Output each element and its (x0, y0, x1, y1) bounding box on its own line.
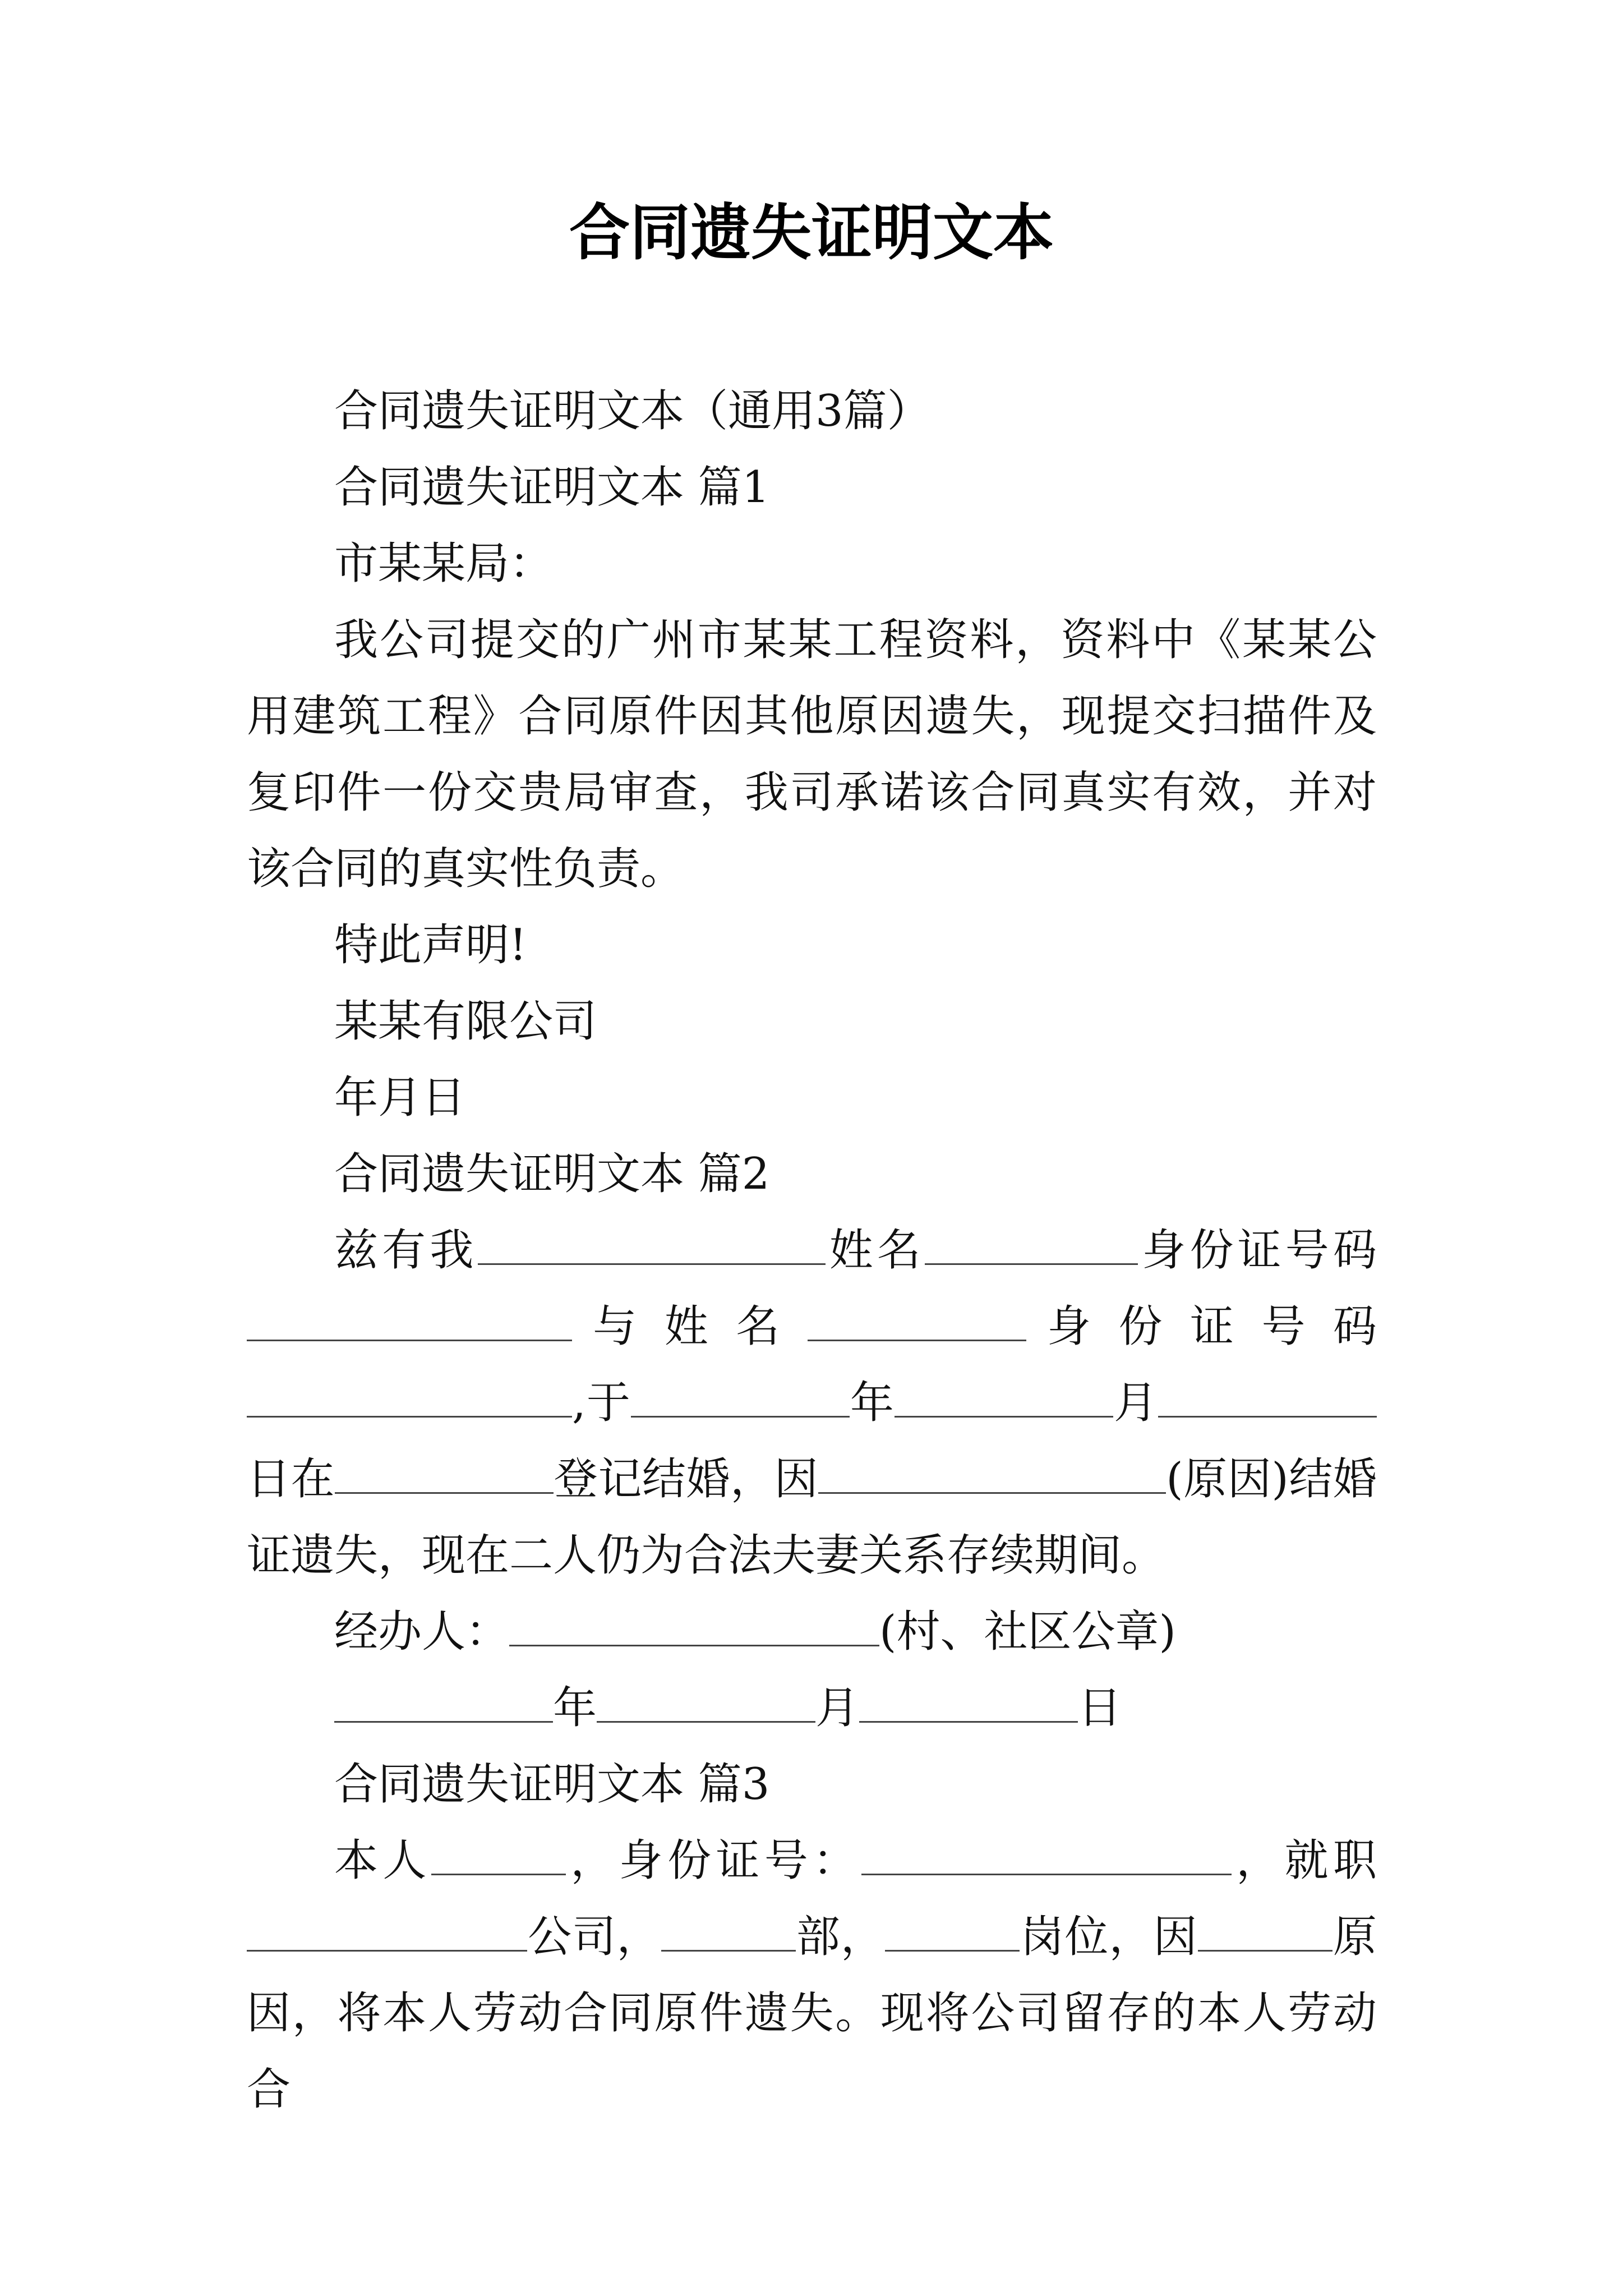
blank-line (334, 1682, 553, 1723)
blank-line (1198, 1911, 1332, 1952)
text-segment: 月 (815, 1683, 860, 1733)
section3-line1 (247, 1823, 1377, 1899)
document-body (247, 373, 1377, 2128)
text-segment: 身份证号码 (1138, 1225, 1377, 1276)
text-segment: ，身份证号： (565, 1835, 861, 1886)
text-segment: (原因)结婚证遗失，现在二人仍为合法夫妻关系存续期间。 (247, 1454, 1377, 1581)
text-segment: 年 (849, 1378, 895, 1428)
intro-line: 合同遗失证明文本（通用3篇） (334, 386, 931, 436)
blank-line (861, 1834, 1232, 1875)
blank-line (661, 1911, 796, 1952)
text-segment: ，就职 (1231, 1835, 1377, 1886)
section3-line2 (247, 1899, 1377, 2128)
document-title: 合同遗失证明文本 (569, 197, 1054, 268)
section1-heading: 合同遗失证明文本 篇1 (334, 462, 770, 513)
section1-date: 年月日 (334, 1073, 466, 1123)
text-segment: 岗位，因 (1020, 1912, 1198, 1962)
section1-paragraph: 我公司提交的广州市某某工程资料，资料中《某某公用建筑工程》合同原件因其他原因遗失，现提交扫描件及复印件一份交贵局审查，我司承诺该合同真实有效，并对该合同的真实性负责。 (247, 615, 1377, 894)
section1-addressee: 市某某局： (334, 539, 554, 589)
text-segment: 本人 (334, 1835, 431, 1886)
handler-label: 经办人： (334, 1607, 510, 1657)
blank-line (247, 1300, 572, 1341)
blank-line (925, 1224, 1138, 1265)
blank-line (1158, 1377, 1377, 1418)
section2-date (247, 1670, 1377, 1746)
section2-heading: 合同遗失证明文本 篇2 (334, 1149, 770, 1199)
section1-company: 某某有限公司 (334, 996, 597, 1047)
text-segment: 日 (1078, 1683, 1122, 1733)
blank-line (818, 1453, 1166, 1494)
blank-line (808, 1300, 1026, 1341)
text-segment: 公司， (527, 1912, 661, 1962)
text-segment: 日在 (247, 1454, 335, 1504)
seal-text: (村、社区公章) (879, 1607, 1176, 1657)
section3-heading: 合同遗失证明文本 篇3 (334, 1759, 770, 1810)
section2-line2 (247, 1289, 1377, 1365)
text-segment: 部， (795, 1912, 886, 1962)
blank-line (335, 1453, 554, 1494)
text-segment: 兹有我 (334, 1225, 478, 1276)
text-segment: 年 (553, 1683, 597, 1733)
blank-line (431, 1834, 566, 1875)
blank-line (509, 1605, 879, 1646)
text-segment: 与 姓 名 (593, 1301, 787, 1352)
blank-line (895, 1377, 1113, 1418)
blank-line (885, 1911, 1020, 1952)
blank-line (631, 1377, 850, 1418)
text-segment: 姓名 (825, 1225, 925, 1276)
text-segment: 身 份 证 号 码 (1046, 1301, 1377, 1352)
blank-line (597, 1682, 815, 1723)
text-segment: 月 (1113, 1378, 1158, 1428)
section1-declaration: 特此声明! (334, 920, 527, 970)
blank-line (859, 1682, 1078, 1723)
text-segment: 登记结婚，因 (554, 1454, 819, 1504)
text-segment: ,于 (572, 1378, 631, 1428)
blank-line (247, 1377, 572, 1418)
section2-line3 (247, 1365, 1377, 1441)
blank-line (478, 1224, 826, 1265)
section2-handler (247, 1594, 1377, 1670)
section2-line1 (247, 1212, 1377, 1289)
section2-line4 (247, 1441, 1377, 1594)
text-segment: 原因，将本人劳动合同原件遗失。现将公司留存的本人劳动合 (247, 1912, 1377, 2115)
blank-line (247, 1911, 527, 1952)
